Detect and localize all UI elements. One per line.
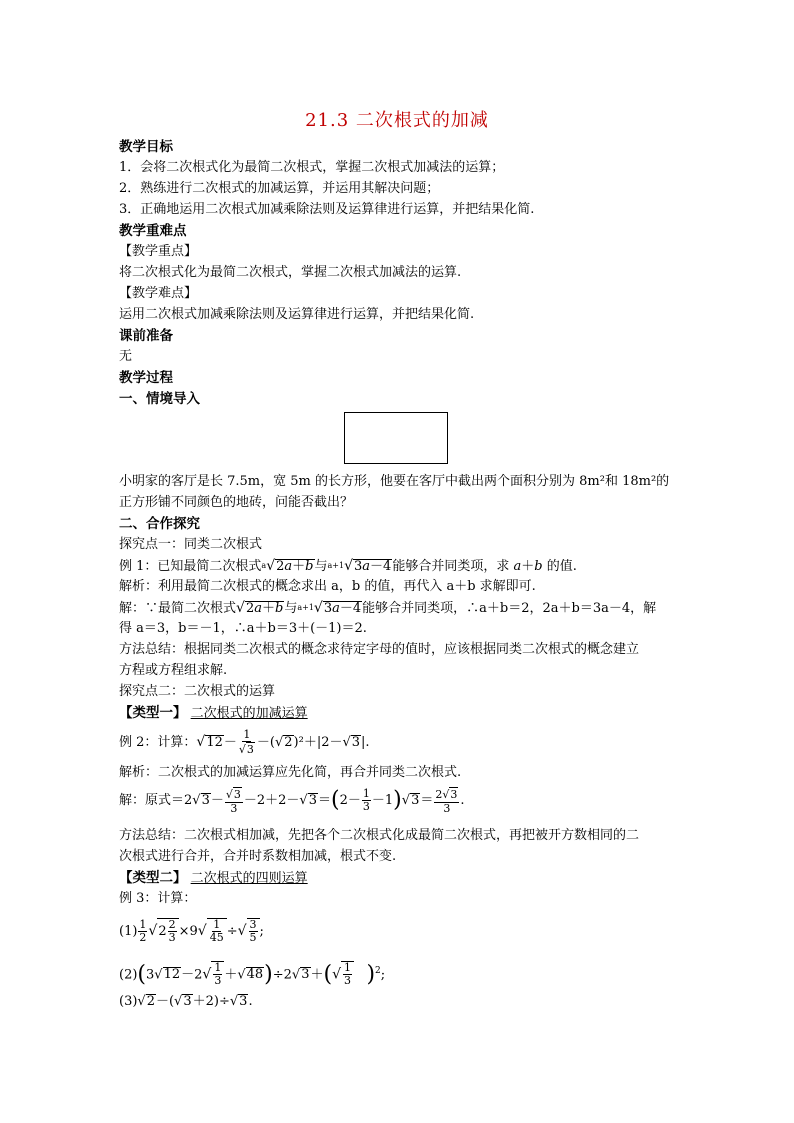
goal-item: 1．会将二次根式化为最简二次根式，掌握二次根式加减法的运算； [119, 160, 505, 175]
focus-text: 将二次根式化为最简二次根式，掌握二次根式加减法的运算. [119, 265, 462, 280]
prep-text: 无 [119, 349, 133, 364]
math-radicand: 2a＋b [245, 601, 284, 616]
type-2 [119, 868, 308, 889]
summary-2: 次根式进行合并，合并时系数相加减，根式不变. [119, 849, 397, 864]
example-3-part-2: (2)(3√12－2√ $\frac{1}{3}$ ＋√48)÷2√3＋(√ $\frac{1}{3}$ )$^2$; [119, 961, 386, 988]
math-index: a+1 [297, 603, 314, 612]
math-radicand: 2a＋b [276, 559, 314, 574]
summary-1: 方程或方程组求解. [119, 663, 228, 678]
math-radicand: 3a－4 [354, 559, 392, 574]
type-1-label: 【类型一】 [119, 705, 187, 721]
example-3-part-1: (1) $\frac{1}{2}$ √2 $\frac{2}{3}$ ×9√ $\frac{1}{45}$ ÷√ $\frac{3}{5}$ ; [119, 918, 264, 944]
example-3: 例 3：计算： [119, 891, 197, 906]
example-2: 例 2：计算：√12－ $\frac{1}{√3}$ －(√2)²＋|2－√3|. [119, 727, 370, 756]
type-1-title: 二次根式的加减运算 [190, 706, 308, 721]
explore-point-1: 探究点一：同类二次根式 [119, 537, 263, 552]
difficulty-text: 运用二次根式加减乘除法则及运算律进行运算，并把结果化简. [119, 307, 475, 322]
goal-item: 3．正确地运用二次根式加减乘除法则及运算律进行运算，并把结果化简. [119, 202, 535, 217]
intro-text: 正方形铺不同颜色的地砖，问能否截出？ [119, 495, 354, 510]
prep-heading: 课前准备 [119, 328, 173, 344]
example-1: 例 1：已知最简二次根式$^a$√2a＋b与$^{a+1}$√3a－4能够合并同类项，求 a＋b 的值. [119, 558, 577, 574]
math-index: a+1 [327, 561, 345, 570]
intro-heading: 一、情境导入 [119, 391, 200, 407]
summary-2: 方法总结：二次根式相加减，先把各个二次根式化成最简二次根式，再把被开方数相同的二 [119, 828, 640, 843]
intro-text: 小明家的客厅是长 7.5m，宽 5m 的长方形，他要在客厅中截出两个面积分别为 8m²和 18m²的 [119, 474, 670, 489]
goals-heading: 教学目标 [119, 139, 173, 155]
example-1-text: 例 1：已知最简二次根式 [119, 559, 262, 574]
explore-point-2: 探究点二：二次根式的运算 [119, 684, 276, 699]
difficulty-label: 【教学难点】 [119, 286, 198, 301]
solution-2: 解：原式＝2√3－ $\frac{√3}{3}$ －2＋2－√3＝(2－ $\frac{1}{3}$ －1)√3＝ $\frac{2√3}{3}$ . [119, 787, 465, 815]
explore-heading: 二、合作探究 [119, 516, 200, 532]
type-2-title: 二次根式的四则运算 [190, 871, 308, 886]
analysis-2: 解析：二次根式的加减运算应先化简，再合并同类二次根式. [119, 765, 462, 780]
math-index: a [261, 561, 267, 570]
rectangle-figure [344, 412, 448, 464]
process-heading: 教学过程 [119, 370, 173, 386]
solution-1: 解：∵最简二次根式√2a＋b与$^{a+1}$√3a－4能够合并同类项，∴a＋b＝2，2a＋b＝3a－4，解 [119, 600, 657, 616]
key-points-heading: 教学重难点 [119, 223, 187, 239]
goal-item: 2．熟练进行二次根式的加减运算，并运用其解决问题； [119, 181, 440, 196]
type-1 [119, 703, 308, 724]
example-3-part-3: (3)√2－(√3＋2)÷√3. [119, 994, 253, 1009]
summary-1: 方法总结：根据同类二次根式的概念求待定字母的值时，应该根据同类二次根式的概念建立 [119, 642, 640, 657]
focus-label: 【教学重点】 [119, 244, 198, 259]
math-radicand: 3a－4 [323, 601, 362, 616]
page-title: 21.3 二次根式的加减 [305, 110, 489, 131]
analysis-1: 解析：利用最简二次根式的概念求出 a，b 的值，再代入 a＋b 求解即可. [119, 579, 536, 594]
solution-1: 得 a＝3，b＝－1，∴a＋b＝3＋(－1)＝2. [119, 621, 367, 636]
type-2-label: 【类型二】 [119, 870, 187, 886]
